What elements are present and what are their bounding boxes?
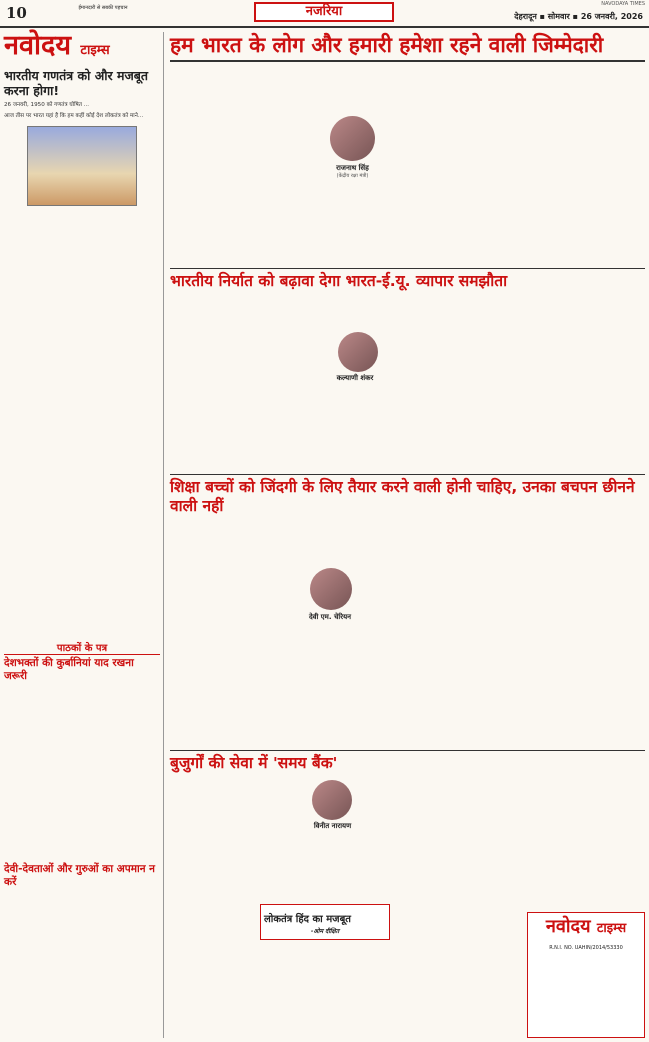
imprint-line: R.N.I. NO. UAHIN/2014/53330 xyxy=(549,945,623,951)
letters-title: पाठकों के पत्र xyxy=(4,640,160,655)
main-headline-block xyxy=(170,32,645,58)
poem-box: लोकतंत्र हिंद का मजबूत -ओम दीक्षित xyxy=(260,904,390,940)
editorial-paragraph: 26 जनवरी, 1950 को गणतंत्र घोषित ... xyxy=(4,102,90,108)
editorial-paragraph: आज तीस पर भारत यहां है कि हम कहीं कोई देश लोकतंत्र को माने... xyxy=(4,112,144,119)
section-title: नजरिया xyxy=(254,2,394,22)
letter-2-title: देवी-देवताओं और गुरुओं का अपमान न करें xyxy=(4,863,156,888)
editorial-title: भारतीय गणतंत्र को और मजबूत करना होगा! xyxy=(4,68,149,98)
brand-name: NAVODAYA TIMES xyxy=(601,1,645,7)
letters-section xyxy=(4,640,160,889)
article-2 xyxy=(170,272,645,472)
article-3 xyxy=(170,478,645,748)
page-number: 10 xyxy=(6,4,27,22)
column-divider xyxy=(163,32,164,1038)
author-photo xyxy=(310,568,352,610)
newspaper-logo: नवोदय टाइम्स xyxy=(4,30,110,61)
issue-date: देहरादून ▪ सोमवार ▪ 26 जनवरी, 2026 xyxy=(514,12,643,21)
main-headline: हम भारत के लोग और हमारी हमेशा रहने वाली जिम्मेदारी xyxy=(170,33,604,57)
article-3-headline: शिक्षा बच्चों को जिंदगी के लिए तैयार करने वाली होनी चाहिए, उनका बचपन छीनने वाली नहीं xyxy=(170,478,635,515)
imprint-box xyxy=(527,912,645,1038)
author-byline: विनीत नारायण xyxy=(313,822,352,830)
author-byline: देवी एम. चेरियन xyxy=(308,613,352,621)
author-byline: राजनाथ सिंह (केंद्रीय रक्षा मंत्री) xyxy=(336,164,369,179)
left-column xyxy=(4,32,160,632)
author-photo xyxy=(330,116,375,161)
page-header xyxy=(0,0,649,28)
tagline: ईमानदारी से सबकी पहचान xyxy=(78,5,128,11)
author-photo xyxy=(312,780,352,820)
cartoon-image xyxy=(27,126,137,206)
divider xyxy=(170,268,645,269)
article-1 xyxy=(170,64,645,264)
divider xyxy=(170,750,645,751)
author-photo xyxy=(338,332,378,372)
article-4-headline: बुजुर्गों की सेवा में 'समय बैंक' xyxy=(170,754,338,772)
article-2-headline: भारतीय निर्यात को बढ़ावा देगा भारत-ई.यू. व्यापार समझौता xyxy=(170,272,508,290)
divider xyxy=(170,474,645,475)
divider xyxy=(170,60,645,62)
imprint-logo: नवोदय टाइम्स xyxy=(545,916,627,937)
author-byline: कल्याणी शंकर xyxy=(336,374,374,382)
letter-1-title: देशभक्तों की कुर्बानियां याद रखना जरूरी xyxy=(4,657,134,682)
